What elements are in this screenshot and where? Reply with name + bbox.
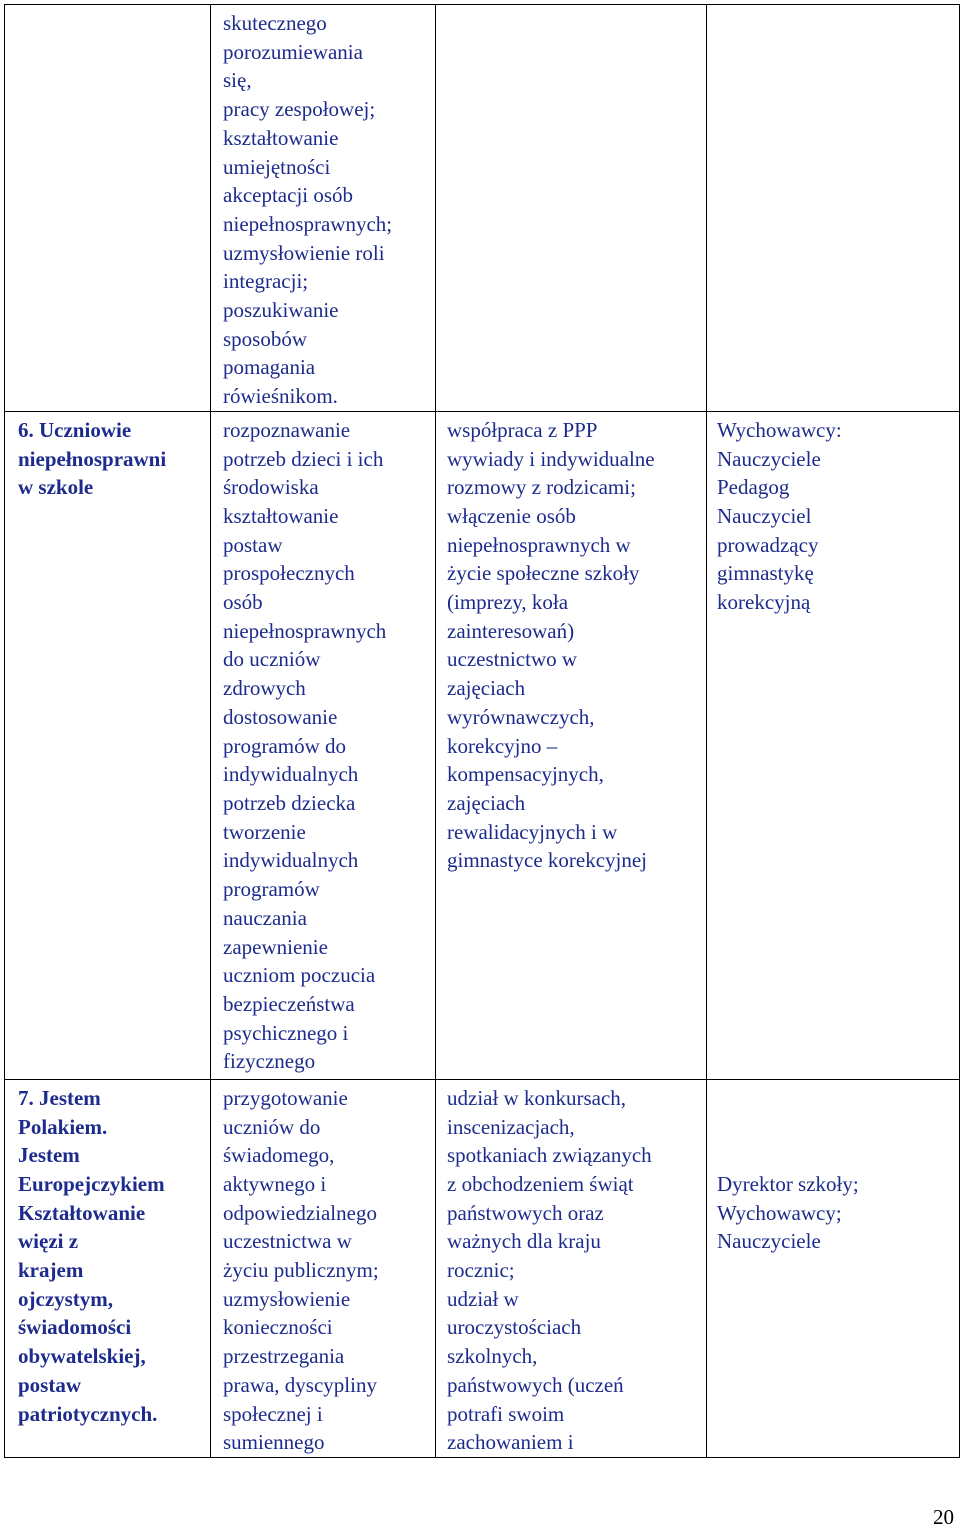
cell-text-line: udział w konkursach, — [447, 1085, 627, 1110]
cell-text-line: Nauczyciele — [717, 446, 821, 471]
cell-text-line: potrzeb dziecka — [223, 790, 356, 815]
cell-text-line: Dyrektor szkoły; — [717, 1171, 859, 1196]
cell-text-line: patriotycznych. — [18, 1401, 158, 1426]
cell-text-line: poszukiwanie — [223, 298, 339, 323]
cell-text-line: umiejętności — [223, 154, 331, 179]
cell-text-line: kształtowanie — [223, 503, 339, 528]
cell-text-line: ważnych dla kraju — [447, 1229, 601, 1254]
cell-text-line: fizycznego — [223, 1049, 316, 1074]
cell-text-line: postaw — [223, 532, 283, 557]
cell-text-line: odpowiedzialnego — [223, 1200, 377, 1225]
cell-text-line: Pedagog — [717, 475, 790, 500]
cell-text-line: Polakiem. — [18, 1114, 108, 1139]
cell-text-line: konieczności — [223, 1315, 333, 1340]
cell-text-line — [717, 1113, 955, 1142]
cell-text-line: z obchodzeniem świąt — [447, 1171, 634, 1196]
cell-text-line: się, — [223, 68, 252, 93]
cell-text-line: współpraca z PPP — [447, 417, 598, 442]
cell-text-line: wyrównawczych, — [447, 704, 595, 729]
responsible-cell — [707, 1079, 960, 1457]
goals-cell — [211, 5, 436, 412]
cell-text-line: skutecznego — [223, 11, 327, 35]
area-cell — [5, 411, 211, 1079]
cell-text-line: 6. Uczniowie — [18, 417, 132, 442]
page-number: 20 — [933, 1505, 954, 1529]
cell-text-line: życie społeczne szkoły — [447, 561, 640, 586]
cell-text-line: państwowych (uczeń — [447, 1372, 624, 1397]
cell-text-line: dostosowanie — [223, 704, 338, 729]
cell-text-line: zapewnienie — [223, 934, 328, 959]
cell-text-line — [717, 1084, 955, 1113]
cell-text-line: szkolnych, — [447, 1344, 538, 1369]
program-table — [4, 4, 960, 1458]
cell-text-line: prospołecznych — [223, 561, 355, 586]
cell-text-line: kształtowanie — [223, 125, 339, 150]
cell-text-line: rozpoznawanie — [223, 417, 351, 442]
cell-text-line: krajem — [18, 1258, 84, 1283]
cell-text-line: udział w — [447, 1286, 519, 1311]
cell-text-line: społecznej i — [223, 1401, 323, 1426]
area-cell — [5, 5, 211, 412]
cell-text-line: tworzenie — [223, 819, 306, 844]
cell-text-line: potrafi swoim — [447, 1401, 565, 1426]
cell-text-line: uczestnictwa w — [223, 1229, 352, 1254]
cell-text-line: pomagania — [223, 355, 316, 380]
cell-text-line: zajęciach — [447, 790, 526, 815]
cell-text-line: życiu publicznym; — [223, 1258, 379, 1283]
cell-text-line: uczestnictwo w — [447, 647, 578, 672]
area-cell — [5, 1079, 211, 1457]
cell-text-line: zajęciach — [447, 676, 526, 701]
goals-cell — [211, 1079, 436, 1457]
cell-text-line: inscenizacjach, — [447, 1114, 575, 1139]
cell-text-line: pracy zespołowej; — [223, 97, 376, 122]
cell-text-line: programów — [223, 877, 320, 902]
cell-text-line: korekcyjną — [717, 590, 811, 615]
cell-text-line: rówieśnikom. — [223, 384, 338, 409]
cell-text-line: obywatelskiej, — [18, 1344, 146, 1369]
cell-text-line: wywiady i indywidualne — [447, 446, 655, 471]
cell-text-line: kompensacyjnych, — [447, 762, 604, 787]
cell-text-line: potrzeb dzieci i ich — [223, 446, 384, 471]
cell-text-line: Europejczykiem — [18, 1171, 165, 1196]
cell-text-line: uczniom poczucia — [223, 963, 376, 988]
cell-text-line: Nauczyciel — [717, 503, 812, 528]
cell-text-line: państwowych oraz — [447, 1200, 604, 1225]
cell-text-line: Kształtowanie — [18, 1200, 146, 1225]
cell-text-line: prowadzący — [717, 532, 819, 557]
cell-text-line — [717, 1141, 955, 1170]
cell-text-line: zainteresowań) — [447, 618, 575, 643]
cell-text-line: indywidualnych — [223, 848, 359, 873]
cell-text-line: uczniów do — [223, 1114, 321, 1139]
cell-text-line: psychicznego i — [223, 1020, 349, 1045]
cell-text-line: Jestem — [18, 1143, 80, 1168]
cell-text-line: porozumiewania — [223, 39, 363, 64]
cell-text-line: niepełnosprawnych; — [223, 211, 393, 236]
cell-text-line: aktywnego i — [223, 1171, 327, 1196]
cell-text-line: więzi z — [18, 1229, 79, 1254]
methods-cell — [436, 5, 707, 412]
cell-text-line: gimnastyce korekcyjnej — [447, 848, 648, 873]
cell-text-line: rewalidacyjnych i w — [447, 819, 618, 844]
cell-text-line: akceptacji osób — [223, 183, 354, 208]
table-row — [5, 1079, 960, 1457]
cell-text-line: postaw — [18, 1372, 82, 1397]
cell-text-line: zdrowych — [223, 676, 306, 701]
cell-text-line: 7. Jestem — [18, 1085, 101, 1110]
cell-text-line: spotkaniach związanych — [447, 1143, 652, 1168]
cell-text-line: osób — [223, 590, 263, 615]
cell-text-line: rocznic; — [447, 1258, 515, 1283]
cell-text-line: indywidualnych — [223, 762, 359, 787]
cell-text-line: niepełnosprawni — [18, 446, 167, 471]
goals-cell — [211, 411, 436, 1079]
cell-text-line: uzmysłowienie roli — [223, 240, 385, 265]
responsible-cell — [707, 411, 960, 1079]
cell-text-line: sumiennego — [223, 1430, 325, 1455]
cell-text-line: gimnastykę — [717, 561, 814, 586]
cell-text-line: włączenie osób — [447, 503, 576, 528]
cell-text-line: niepełnosprawnych w — [447, 532, 631, 557]
cell-text-line: Wychowawcy: — [717, 417, 842, 442]
cell-text-line: środowiska — [223, 475, 319, 500]
methods-cell — [436, 1079, 707, 1457]
responsible-cell — [707, 5, 960, 412]
cell-text-line: uzmysłowienie — [223, 1286, 351, 1311]
cell-text-line: nauczania — [223, 905, 307, 930]
cell-text-line: niepełnosprawnych — [223, 618, 387, 643]
cell-text-line: ojczystym, — [18, 1286, 114, 1311]
cell-text-line: świadomości — [18, 1315, 132, 1340]
cell-text-line: Wychowawcy; — [717, 1200, 842, 1225]
cell-text-line: w szkole — [18, 475, 94, 500]
cell-text-line: sposobów — [223, 326, 308, 351]
cell-text-line: do uczniów — [223, 647, 321, 672]
table-row — [5, 5, 960, 412]
cell-text-line: zachowaniem i — [447, 1430, 574, 1455]
cell-text-line: rozmowy z rodzicami; — [447, 475, 636, 500]
cell-text-line: (imprezy, koła — [447, 590, 569, 615]
cell-text-line: integracji; — [223, 269, 309, 294]
cell-text-line: świadomego, — [223, 1143, 335, 1168]
cell-text-line: korekcyjno – — [447, 733, 558, 758]
cell-text-line: przygotowanie — [223, 1085, 348, 1110]
cell-text-line: bezpieczeństwa — [223, 991, 355, 1016]
cell-text-line: uroczystościach — [447, 1315, 582, 1340]
cell-text-line: programów do — [223, 733, 347, 758]
methods-cell — [436, 411, 707, 1079]
cell-text-line: przestrzegania — [223, 1344, 345, 1369]
cell-text-line: prawa, dyscypliny — [223, 1372, 377, 1397]
table-row — [5, 411, 960, 1079]
cell-text-line: Nauczyciele — [717, 1229, 821, 1254]
